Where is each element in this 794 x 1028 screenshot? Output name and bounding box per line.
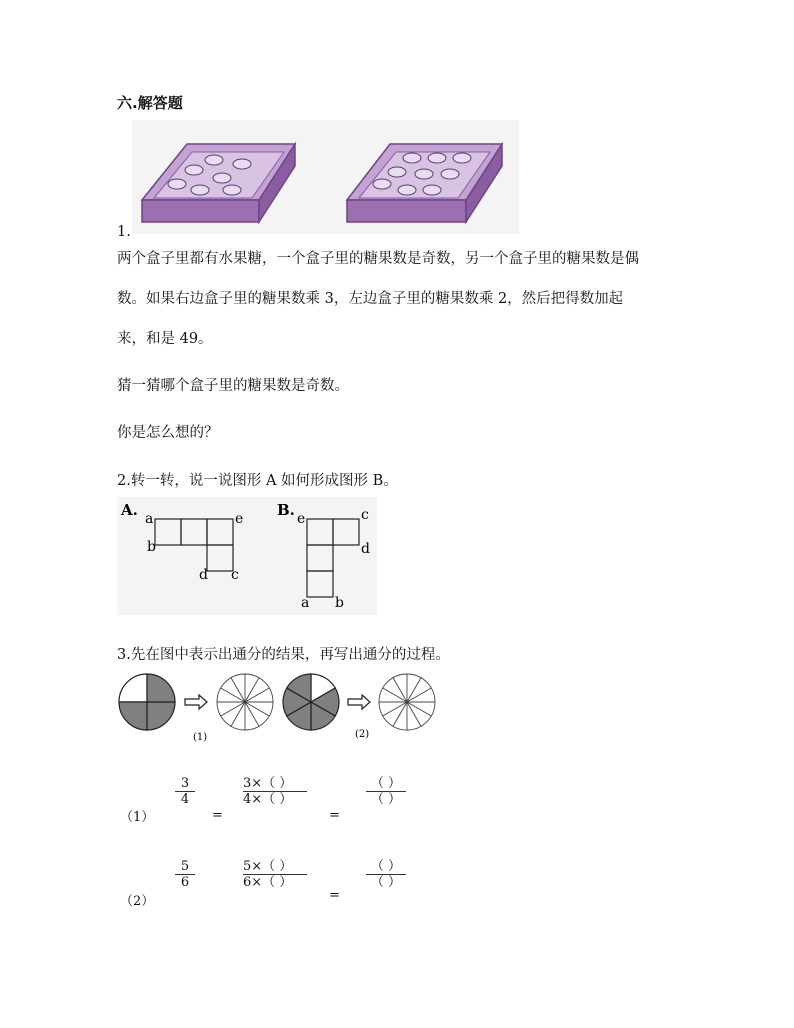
right-candy-box xyxy=(347,144,502,222)
row2-fraction xyxy=(175,859,195,890)
row1-expanded-fraction xyxy=(243,776,307,807)
fig-a-point-b: b xyxy=(147,539,156,555)
candy-boxes-image xyxy=(132,120,519,234)
row1-eq-1: = xyxy=(212,808,223,823)
fig-a-point-e: e xyxy=(235,511,244,527)
q1-line-2: 数。如果右边盒子里的糖果数乘 3，左边盒子里的糖果数乘 2，然后把得数加起 xyxy=(117,291,624,307)
row1-label: （1） xyxy=(120,810,155,825)
row2-denominator: 6 xyxy=(180,875,190,890)
rotation-figure xyxy=(117,497,377,615)
q1-ask-odd: 猜一猜哪个盒子里的糖果数是奇数。 xyxy=(117,378,349,394)
row2-mid-numerator: 5×（ ） xyxy=(243,859,293,874)
row1-denominator: 4 xyxy=(180,792,190,807)
circle-tag-1: (1) xyxy=(193,732,208,743)
arrow-right-icon xyxy=(185,695,207,709)
section-title: 六.解答题 xyxy=(117,94,183,112)
row2-result-numerator: （ ） xyxy=(370,859,402,874)
q1-line-3: 来，和是 49。 xyxy=(117,331,213,347)
q1-ask-reason: 你是怎么想的？ xyxy=(117,425,219,441)
row1-numerator: 3 xyxy=(180,776,190,791)
fig-b-grid xyxy=(307,519,359,597)
row1-mid-denominator: 4×（ ） xyxy=(243,792,293,807)
fig-b-point-c: c xyxy=(361,507,369,523)
twelfths-circle-2 xyxy=(379,674,435,730)
arrow-right-icon xyxy=(348,695,370,709)
fig-b-point-d: d xyxy=(361,541,370,557)
row2-result-denominator: （ ） xyxy=(370,875,402,890)
q1-line-1: 两个盒子里都有水果糖，一个盒子里的糖果数是奇数，另一个盒子里的糖果数是偶 xyxy=(117,251,639,267)
row2-label: （2） xyxy=(120,894,155,909)
fig-b-point-b: b xyxy=(335,595,344,611)
row1-mid-numerator: 3×（ ） xyxy=(243,776,293,791)
row1-result-fraction xyxy=(366,776,406,807)
fig-b-point-e: e xyxy=(297,511,306,527)
row2-expanded-fraction xyxy=(243,859,307,890)
row2-result-fraction xyxy=(366,859,406,890)
fig-a-point-a: a xyxy=(145,511,154,527)
twelfths-circle-1 xyxy=(217,674,273,730)
circle-tag-2: (2) xyxy=(355,729,370,740)
q2-text: 2.转一转，说一说图形 A 如何形成图形 B。 xyxy=(117,473,398,489)
left-candy-box xyxy=(142,144,295,222)
row1-eq-2: = xyxy=(329,808,340,823)
fig-a-label: A. xyxy=(121,501,138,519)
fig-a-point-d: d xyxy=(199,567,208,583)
fig-b-point-a: a xyxy=(301,595,310,611)
fig-b-label: B. xyxy=(277,501,295,519)
fig-a-point-c: c xyxy=(231,567,239,583)
q1-number: 1. xyxy=(117,224,131,240)
row2-numerator: 5 xyxy=(180,859,190,874)
row1-result-numerator: （ ） xyxy=(370,776,402,791)
row1-fraction xyxy=(175,776,195,807)
q3-text: 3.先在图中表示出通分的结果，再写出通分的过程。 xyxy=(117,647,450,663)
row2-mid-denominator: 6×（ ） xyxy=(243,875,293,890)
fig-a-grid xyxy=(155,519,233,571)
quarter-circle xyxy=(119,674,175,730)
fraction-circles xyxy=(115,670,445,746)
sixths-circle xyxy=(283,674,339,730)
row1-result-denominator: （ ） xyxy=(370,792,402,807)
row2-eq: = xyxy=(329,888,340,903)
